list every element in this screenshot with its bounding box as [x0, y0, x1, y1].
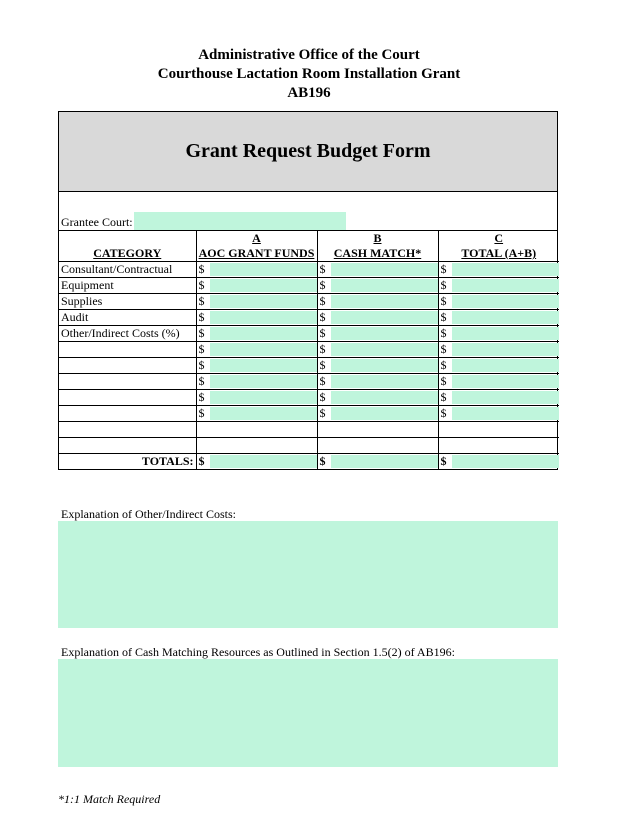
amount-col-c — [438, 326, 559, 342]
table-row — [59, 262, 559, 278]
amount-col-c — [438, 406, 559, 422]
currency-symbol: $ — [440, 374, 447, 388]
currency-symbol: $ — [198, 278, 205, 292]
currency-symbol: $ — [440, 390, 447, 404]
other-costs-explanation-label: Explanation of Other/Indirect Costs: — [61, 507, 236, 521]
currency-symbol: $ — [319, 310, 326, 324]
currency-symbol: $ — [198, 358, 205, 372]
table-header-row — [59, 231, 559, 262]
category-label[interactable] — [59, 390, 196, 406]
column-a-name: AOC GRANT FUNDS — [198, 246, 315, 260]
amount-col-a-input[interactable] — [210, 295, 317, 308]
total-col-a — [196, 454, 317, 470]
amount-col-a — [196, 390, 317, 406]
currency-symbol: $ — [198, 294, 205, 308]
amount-col-a-input[interactable] — [210, 343, 317, 356]
blank-row — [59, 422, 559, 438]
amount-col-c-input[interactable] — [452, 263, 560, 276]
amount-col-c — [438, 390, 559, 406]
amount-col-a-input[interactable] — [210, 391, 317, 404]
currency-symbol: $ — [440, 310, 447, 324]
grantee-court-row — [59, 212, 557, 231]
amount-col-b-input[interactable] — [331, 407, 438, 420]
currency-symbol: $ — [198, 454, 205, 468]
amount-col-c — [438, 278, 559, 294]
category-label[interactable] — [59, 374, 196, 390]
amount-col-b — [317, 358, 438, 374]
category-label[interactable] — [59, 406, 196, 422]
total-col-b — [317, 454, 438, 470]
amount-col-c — [438, 374, 559, 390]
cash-match-explanation-label: Explanation of Cash Matching Resources as Outlined in Section 1.5(2) of AB196: — [61, 645, 455, 659]
header-line-1: Administrative Office of the Court — [198, 47, 420, 63]
amount-col-c — [438, 358, 559, 374]
table-row — [59, 294, 559, 310]
table-row — [59, 326, 559, 342]
total-col-b-input[interactable] — [331, 455, 438, 468]
budget-form — [58, 111, 558, 470]
amount-col-a — [196, 406, 317, 422]
cash-match-explanation-input[interactable] — [58, 659, 558, 767]
blank-cell — [196, 422, 317, 438]
amount-col-b — [317, 310, 438, 326]
currency-symbol: $ — [319, 326, 326, 340]
amount-col-b — [317, 294, 438, 310]
amount-col-a — [196, 262, 317, 278]
amount-col-b — [317, 262, 438, 278]
amount-col-c-input[interactable] — [452, 391, 560, 404]
amount-col-c — [438, 342, 559, 358]
amount-col-b-input[interactable] — [331, 359, 438, 372]
amount-col-c-input[interactable] — [452, 295, 560, 308]
totals-label: TOTALS: — [59, 454, 196, 470]
blank-cell — [196, 438, 317, 454]
column-a-letter: A — [252, 231, 261, 245]
currency-symbol: $ — [198, 262, 205, 276]
amount-col-b-input[interactable] — [331, 327, 438, 340]
currency-symbol: $ — [198, 390, 205, 404]
total-col-c-input[interactable] — [452, 455, 560, 468]
amount-col-a-input[interactable] — [210, 311, 317, 324]
amount-col-a — [196, 294, 317, 310]
amount-col-a — [196, 310, 317, 326]
amount-col-c-input[interactable] — [452, 279, 560, 292]
currency-symbol: $ — [319, 278, 326, 292]
amount-col-c-input[interactable] — [452, 359, 560, 372]
amount-col-a — [196, 358, 317, 374]
totals-row — [59, 454, 559, 470]
category-label[interactable] — [59, 358, 196, 374]
amount-col-c-input[interactable] — [452, 407, 560, 420]
blank-cell — [438, 438, 559, 454]
table-row — [59, 278, 559, 294]
column-b-letter: B — [373, 231, 382, 245]
currency-symbol: $ — [319, 342, 326, 356]
currency-symbol: $ — [198, 374, 205, 388]
amount-col-b-input[interactable] — [331, 311, 438, 324]
column-c-letter: C — [494, 231, 504, 245]
amount-col-b — [317, 342, 438, 358]
currency-symbol: $ — [440, 262, 447, 276]
amount-col-b-input[interactable] — [331, 391, 438, 404]
amount-col-a — [196, 342, 317, 358]
category-label[interactable] — [59, 342, 196, 358]
amount-col-a-input[interactable] — [210, 375, 317, 388]
category-label: Other/Indirect Costs (%) — [59, 326, 196, 342]
table-row — [59, 406, 559, 422]
amount-col-c-input[interactable] — [452, 327, 560, 340]
amount-col-c — [438, 310, 559, 326]
currency-symbol: $ — [440, 326, 447, 340]
document-header — [0, 46, 618, 103]
amount-col-a — [196, 326, 317, 342]
category-label: Supplies — [59, 294, 196, 310]
blank-row — [59, 438, 559, 454]
amount-col-b-input[interactable] — [331, 279, 438, 292]
blank-cell — [317, 422, 438, 438]
column-c-name: TOTAL (A+B) — [461, 246, 537, 260]
amount-col-c-input[interactable] — [452, 311, 560, 324]
header-line-3: AB196 — [287, 85, 331, 101]
amount-col-c — [438, 294, 559, 310]
budget-table — [59, 231, 559, 469]
currency-symbol: $ — [198, 406, 205, 420]
table-row — [59, 374, 559, 390]
currency-symbol: $ — [319, 374, 326, 388]
currency-symbol: $ — [198, 310, 205, 324]
amount-col-b-input[interactable] — [331, 343, 438, 356]
category-header: CATEGORY — [59, 231, 196, 262]
amount-col-a-input[interactable] — [210, 359, 317, 372]
currency-symbol: $ — [198, 342, 205, 356]
amount-col-b — [317, 390, 438, 406]
column-a-header — [196, 231, 317, 262]
form-title: Grant Request Budget Form — [59, 112, 557, 192]
header-line-2: Courthouse Lactation Room Installation Grant — [157, 66, 461, 82]
currency-symbol: $ — [440, 454, 447, 468]
amount-col-b-input[interactable] — [331, 375, 438, 388]
currency-symbol: $ — [319, 358, 326, 372]
blank-cell — [317, 438, 438, 454]
amount-col-b — [317, 278, 438, 294]
currency-symbol: $ — [198, 326, 205, 340]
amount-col-a — [196, 374, 317, 390]
currency-symbol: $ — [319, 262, 326, 276]
table-row — [59, 390, 559, 406]
amount-col-a — [196, 278, 317, 294]
footnote: *1:1 Match Required — [58, 792, 161, 806]
currency-symbol: $ — [319, 406, 326, 420]
blank-cell — [438, 422, 559, 438]
table-row — [59, 310, 559, 326]
currency-symbol: $ — [440, 278, 447, 292]
grantee-court-label: Grantee Court: — [61, 215, 133, 229]
grantee-court-input[interactable] — [134, 212, 346, 230]
currency-symbol: $ — [440, 406, 447, 420]
amount-col-c — [438, 262, 559, 278]
column-b-name: CASH MATCH* — [333, 246, 422, 260]
table-row — [59, 358, 559, 374]
blank-cell — [59, 422, 196, 438]
category-label: Consultant/Contractual — [59, 262, 196, 278]
column-c-header — [438, 231, 559, 262]
amount-col-b-input[interactable] — [331, 263, 438, 276]
table-row — [59, 342, 559, 358]
currency-symbol: $ — [440, 358, 447, 372]
category-label: Audit — [59, 310, 196, 326]
blank-cell — [59, 438, 196, 454]
currency-symbol: $ — [440, 294, 447, 308]
currency-symbol: $ — [319, 294, 326, 308]
total-col-c — [438, 454, 559, 470]
amount-col-a-input[interactable] — [210, 279, 317, 292]
amount-col-a-input[interactable] — [210, 263, 317, 276]
amount-col-b — [317, 326, 438, 342]
other-costs-explanation-input[interactable] — [58, 521, 558, 628]
amount-col-b-input[interactable] — [331, 295, 438, 308]
total-col-a-input[interactable] — [210, 455, 317, 468]
currency-symbol: $ — [440, 342, 447, 356]
amount-col-a-input[interactable] — [210, 327, 317, 340]
amount-col-b — [317, 406, 438, 422]
category-label: Equipment — [59, 278, 196, 294]
currency-symbol: $ — [319, 390, 326, 404]
amount-col-c-input[interactable] — [452, 375, 560, 388]
column-b-header — [317, 231, 438, 262]
amount-col-a-input[interactable] — [210, 407, 317, 420]
amount-col-c-input[interactable] — [452, 343, 560, 356]
currency-symbol: $ — [319, 454, 326, 468]
amount-col-b — [317, 374, 438, 390]
